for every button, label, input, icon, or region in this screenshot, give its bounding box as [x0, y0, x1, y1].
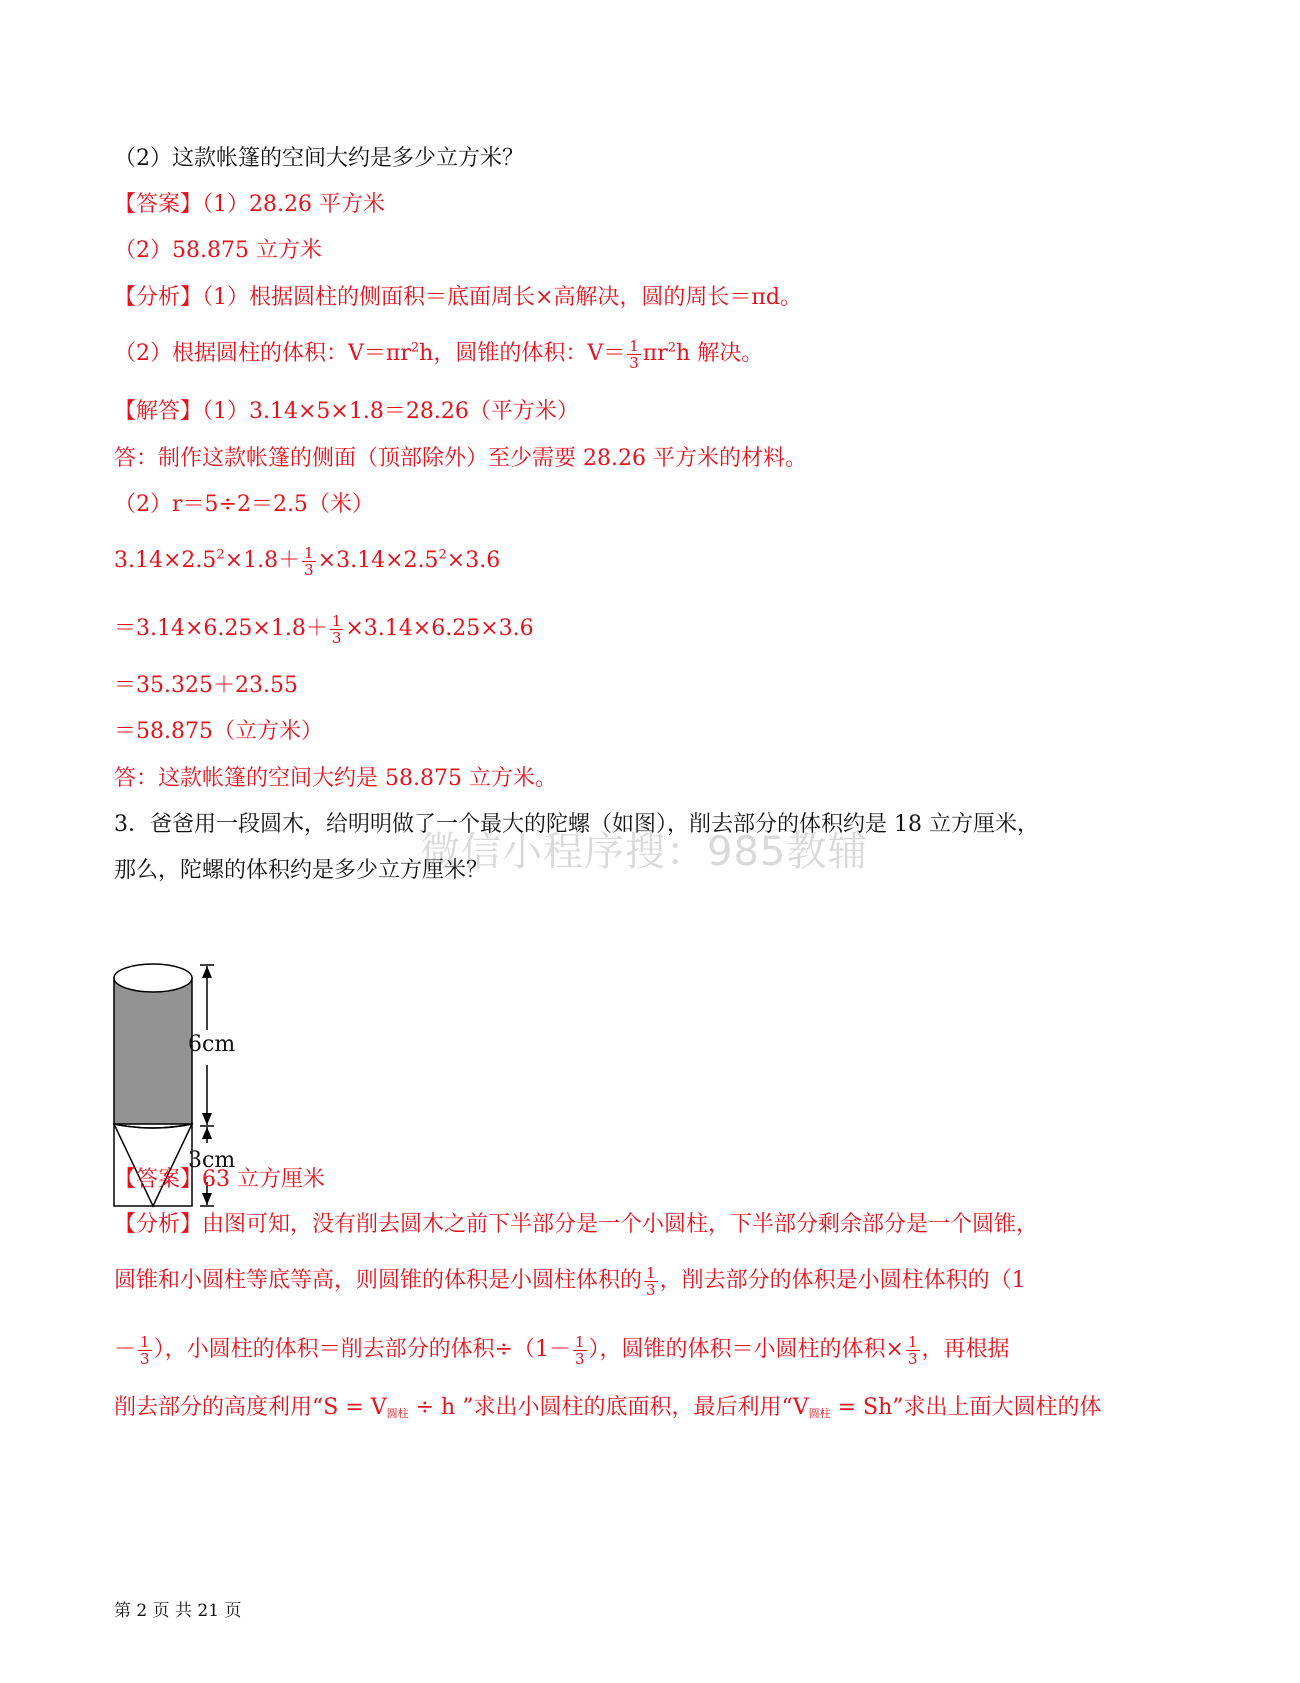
text: πr: [642, 341, 668, 366]
watermark: 微信小程序搜：985教辅: [420, 829, 869, 875]
solution-1: 【解答】（1）3.14×5×1.8＝28.26（平方米）: [114, 399, 579, 424]
exponent: 2: [216, 547, 225, 563]
fraction-numerator: 1: [907, 1332, 918, 1351]
text: （2）根据圆柱的体积：V＝πr: [114, 341, 411, 366]
exponent: 2: [667, 340, 677, 356]
analysis-3-line-4: [114, 1391, 1102, 1431]
text: ＝3.14×6.25×1.8＋: [114, 616, 328, 641]
text: h，圆锥的体积：V＝: [419, 341, 626, 366]
calc-line-2: [114, 612, 534, 646]
fraction-denominator: 3: [140, 1349, 150, 1368]
text: = Sh”求出上面大圆柱的体: [830, 1395, 1102, 1420]
subscript: 圆柱: [808, 1407, 831, 1420]
question-3-line-1: 3．爸爸用一段圆木，给明明做了一个最大的陀螺（如图），削去部分的体积约是 18 立方厘米，: [114, 812, 1039, 837]
fraction: [627, 338, 641, 371]
analysis-1: 【分析】（1）根据圆柱的侧面积＝底面周长×高解决，圆的周长＝πd。: [114, 285, 802, 310]
text: 3.14×2.5: [114, 548, 217, 573]
fraction-denominator: 3: [907, 1349, 918, 1368]
cylinder-top-ellipse: [114, 964, 192, 992]
text: ×1.8＋: [224, 548, 301, 573]
fraction-numerator: 1: [304, 543, 314, 562]
analysis-3-line-3: [114, 1333, 1010, 1367]
fraction-numerator: 1: [331, 611, 342, 630]
arrow-head: [202, 966, 212, 978]
analysis-3-line-1: 【分析】由图可知，没有削去圆木之前下半部分是一个小圆柱，下半部分剩余部分是一个圆锥，: [114, 1212, 1039, 1237]
analysis-2: [114, 337, 763, 371]
shaded-region: [114, 978, 192, 1128]
fraction-numerator: 1: [575, 1332, 585, 1351]
question-3-line-2: 那么，陀螺的体积约是多少立方厘米？: [114, 858, 489, 883]
question-sub-2: （2）这款帐篷的空间大约是多少立方米？: [114, 146, 524, 171]
subscript: 圆柱: [386, 1407, 409, 1420]
fraction-denominator: 3: [331, 628, 342, 647]
solution-2: （2）r＝5÷2＝2.5（米）: [114, 492, 374, 517]
exponent: 2: [438, 547, 447, 563]
text: ，削去部分的体积是小圆柱体积的（1: [659, 1268, 1026, 1293]
fraction-numerator: 1: [629, 336, 639, 355]
fraction-numerator: 1: [140, 1332, 150, 1351]
exponent: 2: [410, 340, 420, 356]
fraction-denominator: 3: [304, 560, 314, 579]
text: ÷ h ”求出小圆柱的底面积，最后利用“V: [408, 1395, 809, 1420]
text: 圆锥和小圆柱等底等高，则圆锥的体积是小圆柱体积的: [114, 1268, 643, 1293]
arrow-head: [202, 1113, 212, 1125]
answer-3: 【答案】63 立方厘米: [114, 1167, 325, 1192]
fraction: [573, 1334, 587, 1367]
fraction-denominator: 3: [575, 1349, 585, 1368]
text: －: [114, 1337, 137, 1362]
fraction: [906, 1334, 920, 1367]
text: ），圆锥的体积＝小圆柱的体积×: [588, 1337, 904, 1362]
text: h 解决。: [676, 341, 764, 366]
answer-2: （2）58.875 立方米: [114, 238, 322, 263]
text: 削去部分的高度利用“S = V: [114, 1395, 387, 1420]
fraction-numerator: 1: [646, 1263, 656, 1282]
answer-1: 【答案】（1）28.26 平方米: [114, 192, 385, 217]
reply-1: 答：制作这款帐篷的侧面（顶部除外）至少需要 28.26 平方米的材料。: [114, 446, 807, 471]
reply-2: 答：这款帐篷的空间大约是 58.875 立方米。: [114, 766, 557, 791]
page-footer: 第 2 页 共 21 页: [114, 1601, 242, 1621]
label-3cm: 3cm: [188, 1148, 236, 1173]
fraction: [138, 1334, 152, 1367]
fraction: [302, 545, 316, 578]
calc-line-4: ＝58.875（立方米）: [114, 719, 323, 744]
calc-line-3: ＝35.325＋23.55: [114, 673, 298, 698]
text: ），小圆柱的体积＝削去部分的体积÷（1－: [153, 1337, 571, 1362]
text: ×3.6: [446, 548, 501, 573]
fraction: [644, 1265, 658, 1298]
text: ，再根据: [921, 1337, 1010, 1362]
arrow-head: [202, 1127, 212, 1139]
fraction-denominator: 3: [646, 1280, 656, 1299]
text: ×3.14×2.5: [317, 548, 439, 573]
fraction: [330, 613, 344, 646]
fraction-denominator: 3: [629, 353, 639, 372]
text: ×3.14×6.25×3.6: [345, 616, 534, 641]
analysis-3-line-2: [114, 1264, 1026, 1298]
calc-line-1: [114, 544, 500, 578]
label-6cm: 6cm: [188, 1032, 236, 1057]
